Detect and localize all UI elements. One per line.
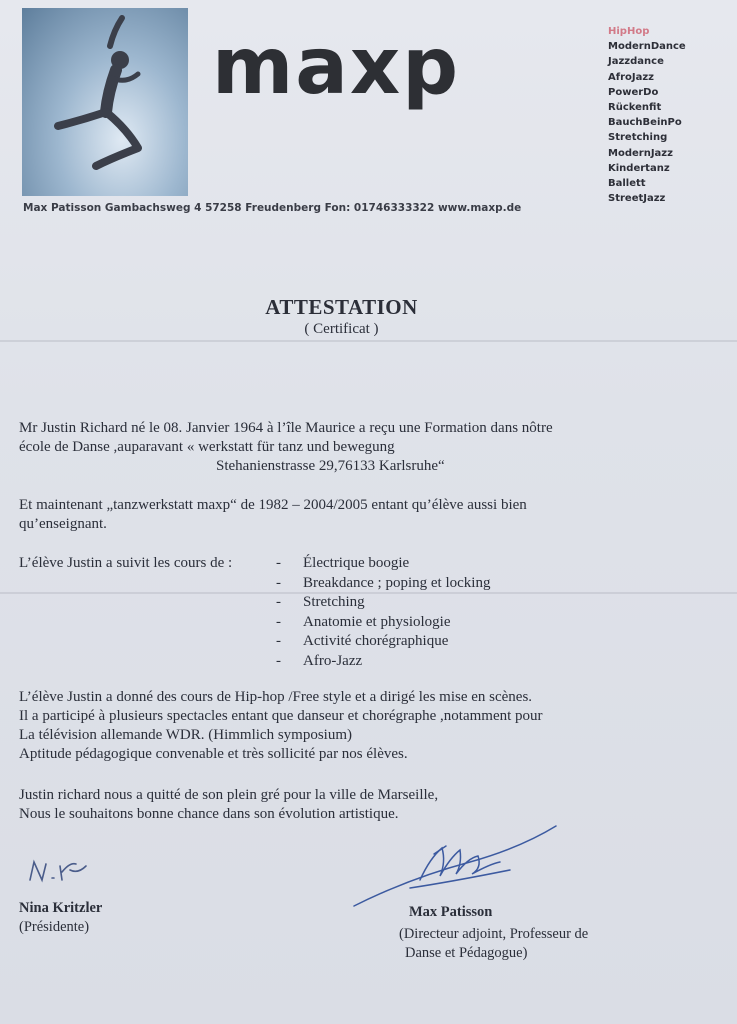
document-subtitle: ( Certificat )	[304, 321, 379, 337]
paragraph-line: qu’enseignant.	[19, 516, 107, 532]
course-item: - Afro-Jazz	[276, 652, 363, 669]
paragraph-line: Il a participé à plusieurs spectacles entant que danseur et chorégraphe ,notamment pour	[19, 708, 543, 724]
paragraph-line: Nous le souhaitons bonne chance dans son évolution artistique.	[19, 806, 399, 822]
left-signature-initials	[26, 852, 106, 892]
course-label: Anatomie et physiologie	[303, 613, 451, 630]
dancer-silhouette-icon	[22, 8, 188, 196]
paragraph-line: Aptitude pédagogique convenable et très sollicité par nos élèves.	[19, 746, 408, 762]
brand-logo: maxp	[212, 22, 461, 112]
dance-style-item: AfroJazz	[608, 71, 655, 83]
course-item: - Électrique boogie	[276, 555, 410, 571]
dance-style-item: PowerDo	[608, 86, 659, 98]
course-label: Afro-Jazz	[303, 652, 363, 669]
course-label: Stretching	[303, 594, 365, 611]
right-signatory-role: (Directeur adjoint, Professeur de	[399, 926, 589, 942]
paragraph-line: L’élève Justin a donné des cours de Hip-hop /Free style et a dirigé les mise en scènes.	[19, 689, 533, 705]
paragraph-line: Et maintenant „tanzwerkstatt maxp“ de 1982 – 2004/2005 entant qu’élève aussi bien	[19, 497, 527, 513]
dance-style-item: Jazzdance	[608, 56, 664, 68]
paragraph-line: Justin richard nous a quitté de son plein gré pour la ville de Marseille,	[19, 787, 439, 803]
dance-style-item: Rückenfit	[608, 101, 662, 113]
dance-style-item: Ballett	[608, 177, 646, 189]
dance-style-item: ModernDance	[608, 41, 686, 53]
dance-style-item: StreetJazz	[608, 193, 666, 205]
paragraph-line: école de Danse ,auparavant « werkstatt für tanz und bewegung	[19, 439, 395, 455]
paragraph-line: La télévision allemande WDR. (Himmlich symposium)	[19, 727, 352, 743]
course-label: Activité chorégraphique	[303, 633, 449, 650]
dance-style-item: BauchBeinPo	[608, 117, 682, 129]
course-label: Électrique boogie	[303, 555, 410, 571]
right-signature	[350, 818, 570, 918]
right-signatory-role: Danse et Pédagogue)	[405, 945, 528, 961]
dance-style-item: Kindertanz	[608, 162, 670, 174]
course-label: Breakdance ; poping et locking	[303, 574, 491, 591]
dancer-photo	[22, 8, 188, 196]
left-signatory-name: Nina Kritzler	[19, 900, 103, 916]
dance-style-item: HipHop	[608, 26, 650, 37]
course-item: - Stretching	[276, 594, 365, 611]
course-item: - Breakdance ; poping et locking	[276, 574, 491, 591]
courses-intro: L’élève Justin a suivit les cours de :	[19, 555, 233, 571]
course-item: - Anatomie et physiologie	[276, 613, 451, 630]
paragraph-line: Mr Justin Richard né le 08. Janvier 1964 à l’île Maurice a reçu une Formation dans nôtre	[19, 420, 553, 436]
right-signatory-name: Max Patisson	[409, 904, 493, 920]
left-signatory-role: (Présidente)	[19, 919, 90, 935]
paragraph-line: Stehanienstrasse 29,76133 Karlsruhe“	[216, 458, 445, 474]
dance-style-item: ModernJazz	[608, 147, 673, 159]
dance-style-item: Stretching	[608, 132, 668, 144]
document-title: ATTESTATION	[265, 295, 418, 319]
letterhead-address: Max Patisson Gambachsweg 4 57258 Freudenberg Fon: 01746333322 www.maxp.de	[23, 202, 522, 214]
paper-fold	[0, 340, 737, 342]
course-item: - Activité chorégraphique	[276, 633, 449, 650]
dance-styles-list	[608, 24, 686, 206]
courses-list	[276, 554, 490, 672]
